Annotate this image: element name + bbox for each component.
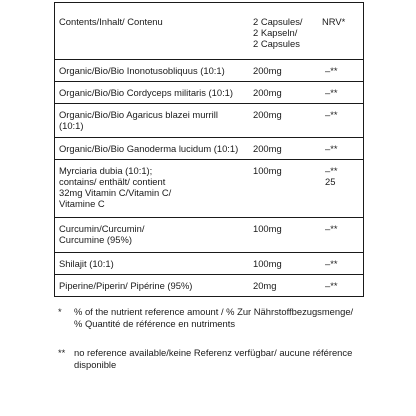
ingredient-nrv: –** [325, 223, 338, 234]
footnotes [58, 306, 398, 387]
ingredient-nrv: –** [325, 65, 338, 76]
ingredient-name: Piperine/Piperin/ Pipérine (95%) [59, 280, 193, 291]
header-nrv: NRV* [322, 16, 346, 27]
table-row [55, 274, 363, 296]
ingredient-nrv: –** [325, 109, 338, 120]
nutrition-table [54, 2, 364, 297]
header-amount: 2 Capsules/ 2 Kapseln/ 2 Capsules [253, 16, 303, 49]
table-row [55, 137, 363, 159]
table-row [55, 81, 363, 103]
ingredient-nrv: –** [325, 143, 338, 154]
table-row [55, 159, 363, 217]
header-contents: Contents/Inhalt/ Contenu [59, 16, 163, 27]
ingredient-amount: 20mg [253, 280, 277, 291]
footnote-mark: * [58, 306, 62, 317]
ingredient-name: Organic/Bio/Bio Ganoderma lucidum (10:1) [59, 143, 239, 154]
table-row [55, 103, 363, 137]
ingredient-name: Myrciaria dubia (10:1); contains/ enthält/ contient 32mg Vitamin C/Vitamin C/ Vitamine C [59, 165, 172, 209]
footnote-text: no reference available/keine Referenz verfügbar/ aucune référence disponible [74, 346, 353, 370]
ingredient-nrv: –** [325, 87, 338, 98]
table-row [55, 217, 363, 252]
ingredient-name: Organic/Bio/Bio Cordyceps militaris (10:1) [59, 87, 234, 98]
ingredient-amount: 200mg [253, 109, 282, 120]
ingredient-name: Curcumin/Curcumin/ Curcumine (95%) [59, 223, 145, 245]
ingredient-amount: 100mg [253, 165, 282, 176]
table-row [55, 252, 363, 274]
ingredient-amount: 200mg [253, 87, 282, 98]
ingredient-amount: 200mg [253, 143, 282, 154]
ingredient-amount: 200mg [253, 65, 282, 76]
ingredient-name: Organic/Bio/Bio Inonotusobliquus (10:1) [59, 65, 225, 76]
ingredient-nrv: –** 25 [325, 165, 338, 187]
ingredient-amount: 100mg [253, 223, 282, 234]
footnote-no-reference [58, 347, 398, 372]
table-header [55, 3, 363, 59]
ingredient-nrv: –** [325, 258, 338, 269]
footnote-mark: ** [58, 346, 66, 358]
ingredient-amount: 100mg [253, 258, 282, 269]
ingredient-name: Shilajit (10:1) [59, 258, 114, 269]
footnote-text: % of the nutrient reference amount / % Zur Nährstoffbezugsmenge/ % Quantité de référence en nutriments [74, 306, 354, 330]
table-row [55, 59, 363, 81]
footnote-nrv [58, 306, 398, 331]
ingredient-nrv: –** [325, 280, 338, 291]
ingredient-name: Organic/Bio/Bio Agaricus blazei murrill (10:1) [59, 109, 218, 131]
